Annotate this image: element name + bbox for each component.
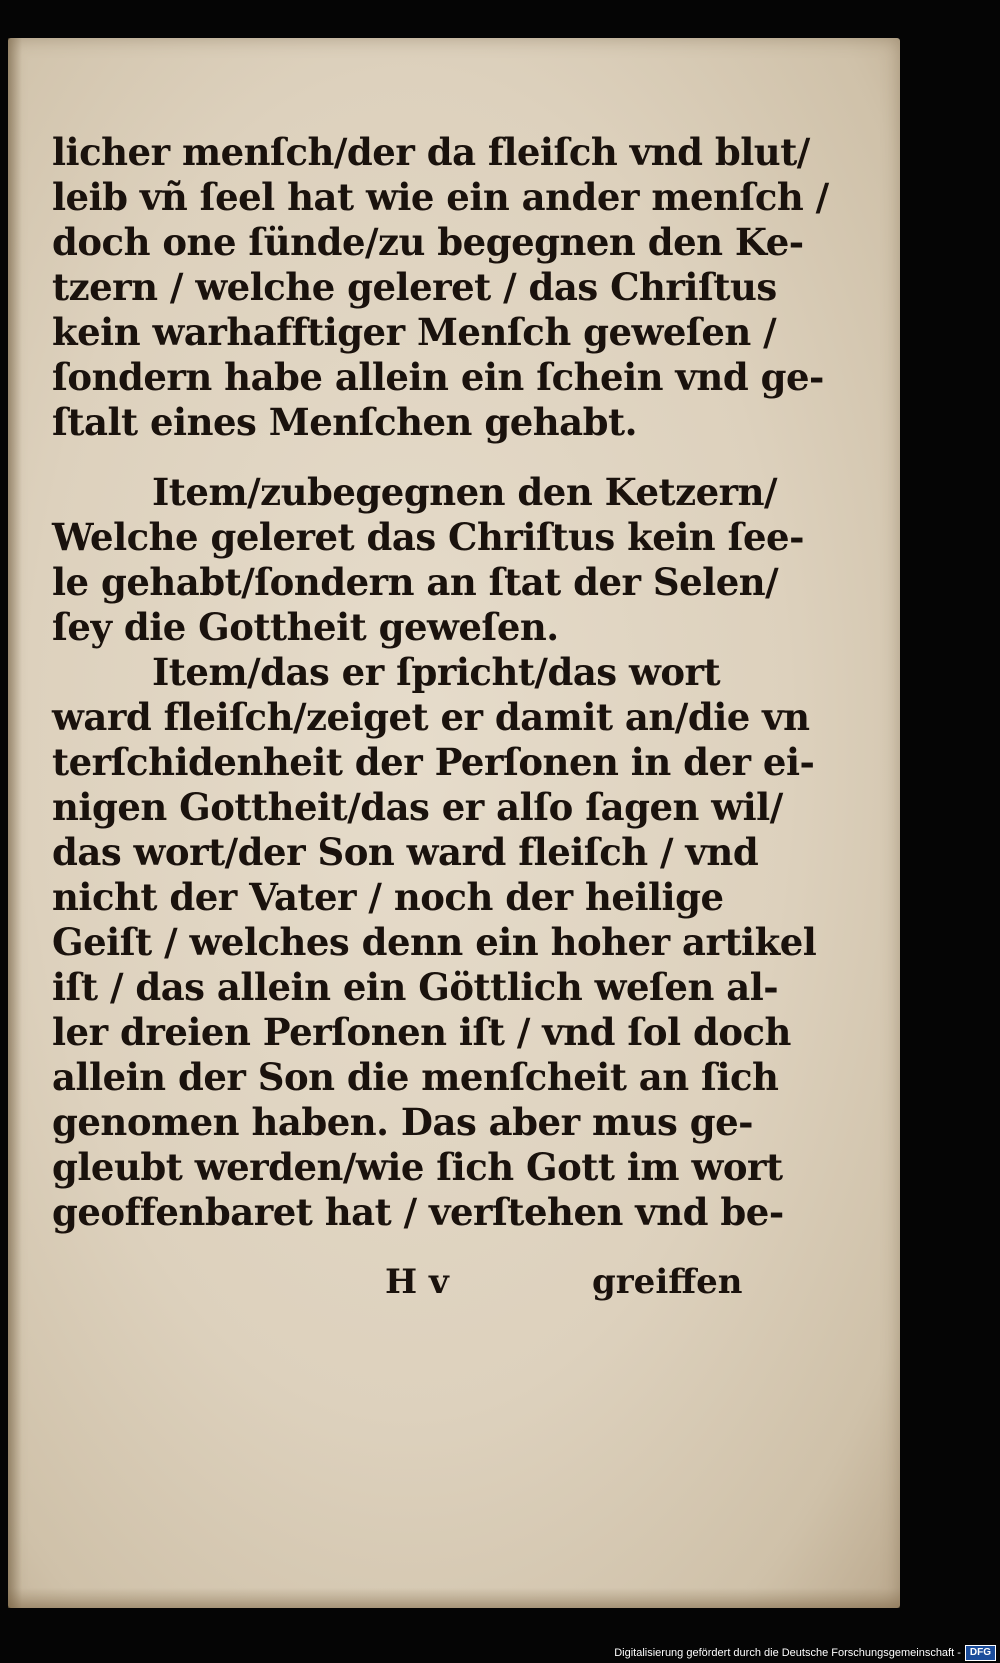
- page-gutter-shadow: [8, 38, 22, 1608]
- catchword: greiffen: [592, 1262, 743, 1302]
- text-line: iſt / das allein ein Göttlich weſen al-: [52, 965, 779, 1009]
- text-line: ward fleiſch/zeiget er damit an/die vn: [52, 695, 810, 739]
- digitization-credit: [614, 1643, 1000, 1663]
- credit-text: Digitalisierung gefördert durch die Deutsche Forschungsgemeinschaft -: [614, 1647, 961, 1659]
- text-line: le gehabt/ſondern an ſtat der Selen/: [52, 560, 779, 604]
- text-line: ſondern habe allein ein ſchein vnd ge-: [52, 355, 824, 399]
- text-line: tzern / welche geleret / das Chriſtus: [52, 265, 777, 309]
- text-line: ſtalt eines Menſchen gehabt.: [52, 400, 637, 444]
- text-line: gleubt werden/wie ſich Gott im wort: [52, 1145, 783, 1189]
- text-line: das wort/der Son ward fleiſch / vnd: [52, 830, 759, 874]
- dfg-logo: DFG: [965, 1645, 996, 1661]
- text-line: geoffenbaret hat / verſtehen vnd be-: [52, 1190, 784, 1234]
- text-line: nigen Gottheit/das er alſo ſagen wil/: [52, 785, 783, 829]
- text-line: terſchidenheit der Perſonen in der ei-: [52, 740, 815, 784]
- text-line: ler dreien Perſonen iſt / vnd ſol doch: [52, 1010, 791, 1054]
- text-line: ſey die Gottheit geweſen.: [52, 605, 559, 649]
- text-line: licher menſch/der da fleiſch vnd blut/: [52, 130, 810, 174]
- text-line: kein warhafftiger Menſch geweſen /: [52, 310, 777, 354]
- paragraph-start-line: Item/das er ſpricht/das wort: [152, 650, 721, 694]
- text-line: allein der Son die menſcheit an ſich: [52, 1055, 779, 1099]
- text-line: Welche geleret das Chriſtus kein ſee-: [52, 515, 804, 559]
- page-bottom-edge: [8, 1588, 900, 1608]
- paragraph-start-line: Item/zubegegnen den Ketzern/: [152, 470, 778, 514]
- text-line: nicht der Vater / noch der heilige: [52, 875, 724, 919]
- text-line: genomen haben. Das aber mus ge-: [52, 1100, 753, 1144]
- text-line: Geiſt / welches denn ein hoher artikel: [52, 920, 817, 964]
- signature-mark: H v: [385, 1262, 449, 1302]
- text-line: leib vñ ſeel hat wie ein ander menſch /: [52, 175, 829, 219]
- text-line: doch one ſünde/zu begegnen den Ke-: [52, 220, 804, 264]
